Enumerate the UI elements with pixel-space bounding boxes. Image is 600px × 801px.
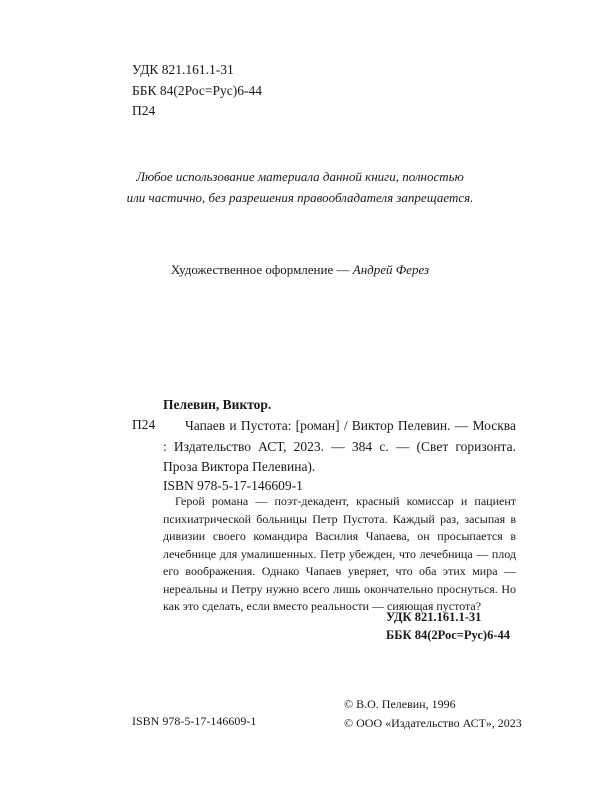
notice-line-2: или частично, без разрешения правообладателя запрещается. xyxy=(126,189,474,205)
copyright-publisher: © ООО «Издательство АСТ», 2023 xyxy=(344,716,522,730)
isbn-footer: ISBN 978-5-17-146609-1 xyxy=(132,714,257,728)
notice-line-1: Любое использование материала данной книги, полностью xyxy=(136,169,464,184)
annotation: Герой романа — поэт-декадент, красный комиссар и пациент психиатрической больницы Петр Пустота. Каждый раз, засыпая в дивизии своего командира Василия Чапаева, он просыпается в лечебнице для умалишенных. Петр убежден, что лечебница — плод его воображения. Однако Чапаев уверяет, что оба этих мира — нереальны и Петру нужно всего лишь окончательно проснуться. Но как это сделать, если вместо реальности — сияющая пустота? xyxy=(163,494,516,613)
designer-name: Андрей Ферез xyxy=(352,262,430,277)
author-sign: П24 xyxy=(132,103,156,118)
bibliography-author: Пелевин, Виктор. xyxy=(163,397,272,412)
copyright-author: © В.О. Пелевин, 1996 xyxy=(344,697,456,711)
udk-code: УДК 821.161.1-31 xyxy=(132,62,234,77)
design-label: Художественное оформление — xyxy=(170,262,353,277)
udk-code-bottom: УДК 821.161.1-31 xyxy=(386,610,482,624)
bbk-code-bottom: ББК 84(2Рос=Рус)6-44 xyxy=(386,628,510,642)
bibliography-code: П24 xyxy=(132,417,156,432)
bibliography-isbn: ISBN 978-5-17-146609-1 xyxy=(163,478,303,493)
copyright-block xyxy=(344,695,522,733)
copyright-notice xyxy=(0,167,600,208)
classification-footer xyxy=(386,608,510,644)
classification-header xyxy=(132,60,262,122)
bibliography-description: Чапаев и Пустота: [роман] / Виктор Пелевин. — Москва : Издательство АСТ, 2023. — 384 с. — (Свет горизонта. Проза Виктора Пелевина). xyxy=(163,418,516,474)
design-credit xyxy=(0,260,600,280)
bbk-code: ББК 84(2Рос=Рус)6-44 xyxy=(132,82,262,98)
